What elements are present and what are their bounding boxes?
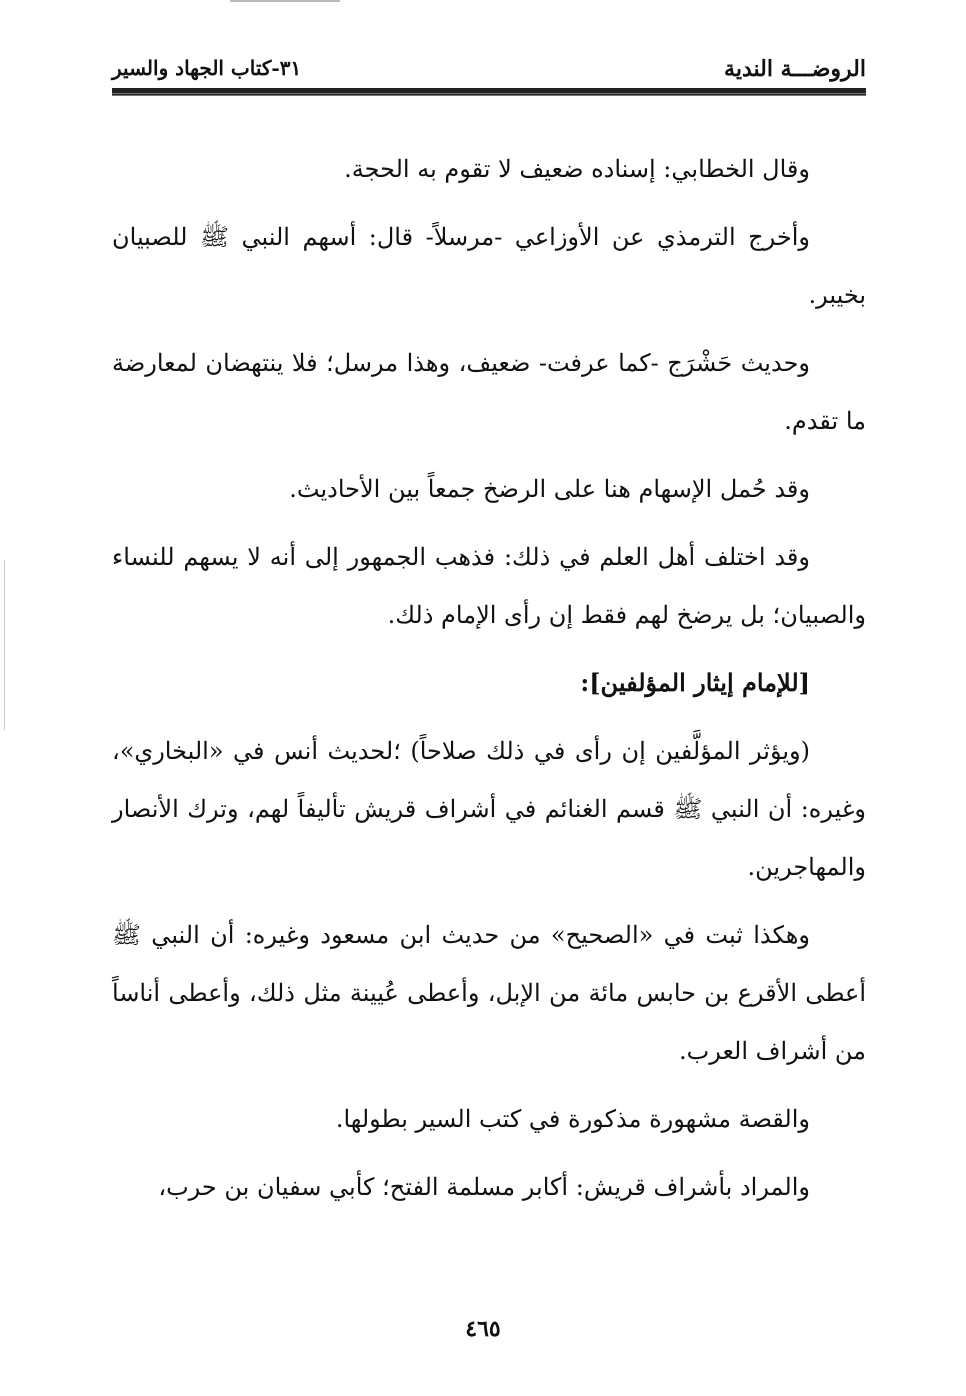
page-number: ٤٦٥ [465,1316,501,1342]
paragraph: والقصة مشهورة مذكورة في كتب السير بطولها. [335,1105,810,1133]
paragraph: وهكذا ثبت في «الصحيح» من حديث ابن مسعود وغيره: أن النبي ﷺ أعطى الأقرع بن حابس مائة من الإبل، وأعطى عُيينة مثل ذلك، وأعطى أناساً من أشراف العرب. [112,921,866,1065]
paragraph: وقد اختلف أهل العلم في ذلك: فذهب الجمهور إلى أنه لا يسهم للنساء والصبيان؛ بل يرضخ لهم فقط إن رأى الإمام ذلك. [112,543,866,629]
paragraph: وأخرج الترمذي عن الأوزاعي -مرسلاً- قال: أسهم النبي ﷺ للصبيان بخيبر. [112,223,866,309]
paragraph: وقال الخطابي: إسناده ضعيف لا تقوم به الحجة. [344,155,810,183]
chapter-title: ٣١-كتاب الجهاد والسير [112,56,302,80]
book-title: الروضـــة الندية [724,56,866,82]
body-text [112,140,866,1226]
scan-edge-mark [4,560,5,730]
running-header [112,56,866,90]
top-scan-mark [230,0,340,6]
section-heading: [للإمام إيثار المؤلفين]: [580,668,810,697]
paragraph: (ويؤثر المؤلَّفين إن رأى في ذلك صلاحاً) ؛لحديث أنس في «البخاري»، وغيره: أن النبي ﷺ قسم الغنائم في أشراف قريش تأليفاً لهم، وترك الأنصار والمهاجرين. [112,737,866,881]
header-rule [112,88,866,96]
paragraph: وحديث حَشْرَج -كما عرفت- ضعيف، وهذا مرسل؛ فلا ينتهضان لمعارضة ما تقدم. [112,349,866,435]
paragraph: والمراد بأشراف قريش: أكابر مسلمة الفتح؛ كأبي سفيان بن حرب، [158,1173,810,1201]
paragraph: وقد حُمل الإسهام هنا على الرضخ جمعاً بين الأحاديث. [289,475,810,503]
